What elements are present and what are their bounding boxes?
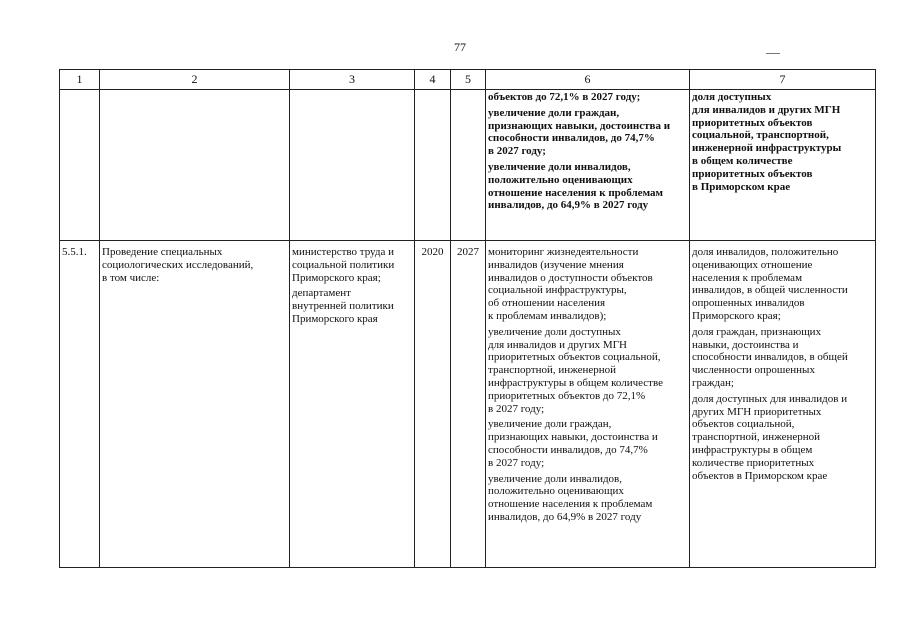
header-row: [60, 70, 876, 90]
result-text: увеличение доли инвалидов, положительно оценивающих отношение населения к проблемам инвалидов, до 64,9% в 2027 году: [488, 160, 663, 212]
header-col-4: 4: [415, 70, 451, 90]
header-col-3: 3: [290, 70, 415, 90]
corner-mark: [766, 53, 780, 54]
executor-text: министерство труда и социальной политики Приморского края;: [292, 246, 395, 284]
cell-empty: [100, 90, 290, 241]
result-text: увеличение доли инвалидов, положительно оценивающих отношение населения к проблемам инвалидов, до 64,9% в 2027 году: [488, 472, 653, 523]
cell-executors: [290, 241, 415, 568]
result-text: увеличение доли граждан, признающих навыки, достоинства и способности инвалидов, до 74,7% в 2027 году;: [488, 418, 658, 469]
cell-empty: [60, 90, 100, 241]
indicator-text: доля доступных для инвалидов и других МГН приоритетных объектов социальной, транспортной, инженерной инфраструктуры в общем количестве приоритетных объектов в Приморском крае: [692, 392, 848, 482]
cell-expected-results: [486, 241, 690, 568]
cell-indicators: [690, 241, 876, 568]
table-row-continuation: [60, 90, 876, 241]
cell-empty: [290, 90, 415, 241]
header-col-1: 1: [60, 70, 100, 90]
program-table: [59, 69, 876, 568]
cell-expected-results: [486, 90, 690, 241]
header-col-7: 7: [690, 70, 876, 90]
activity-name: Проведение специальных социологических исследований, в том числе:: [102, 246, 254, 284]
indicator-text: доля доступных для инвалидов и других МГН приоритетных объектов социальной, транспортной, инженерной инфраструктуры в общем количестве приоритетных объектов в Приморском крае: [692, 91, 842, 193]
header-col-6: 6: [486, 70, 690, 90]
cell-indicators: [690, 90, 876, 241]
cell-activity-name: [100, 241, 290, 568]
table-row-5-5-1: [60, 241, 876, 568]
cell-start-year: 2020: [415, 241, 451, 568]
cell-empty: [415, 90, 451, 241]
result-text: увеличение доли граждан, признающих навыки, достоинства и способности инвалидов, до 74,7% в 2027 году;: [488, 106, 671, 158]
cell-item-number: 5.5.1.: [60, 241, 100, 568]
header-col-5: 5: [451, 70, 486, 90]
page-number: 77: [454, 40, 466, 54]
indicator-text: доля граждан, признающих навыки, достоинства и способности инвалидов, в общей численности опрошенных граждан;: [692, 325, 848, 389]
result-text: объектов до 72,1% в 2027 году;: [488, 91, 641, 103]
header-col-2: 2: [100, 70, 290, 90]
executor-text: департамент внутренней политики Приморского края: [292, 287, 394, 325]
cell-end-year: 2027: [451, 241, 486, 568]
result-text: увеличение доли доступных для инвалидов и других МГН приоритетных объектов социальной, транспортной, инженерной инфраструктуры в общем количестве приоритетных объектов до 72,1% в 2027 году;: [488, 325, 663, 415]
indicator-text: доля инвалидов, положительно оценивающих отношение населения к проблемам инвалидов, в общей численности опрошенных инвалидов Приморского края;: [692, 246, 848, 322]
cell-empty: [451, 90, 486, 241]
result-text: мониторинг жизнедеятельности инвалидов (изучение мнения инвалидов о доступности объектов социальной инфраструктуры, об отношении населения к проблемам инвалидов);: [488, 246, 653, 322]
